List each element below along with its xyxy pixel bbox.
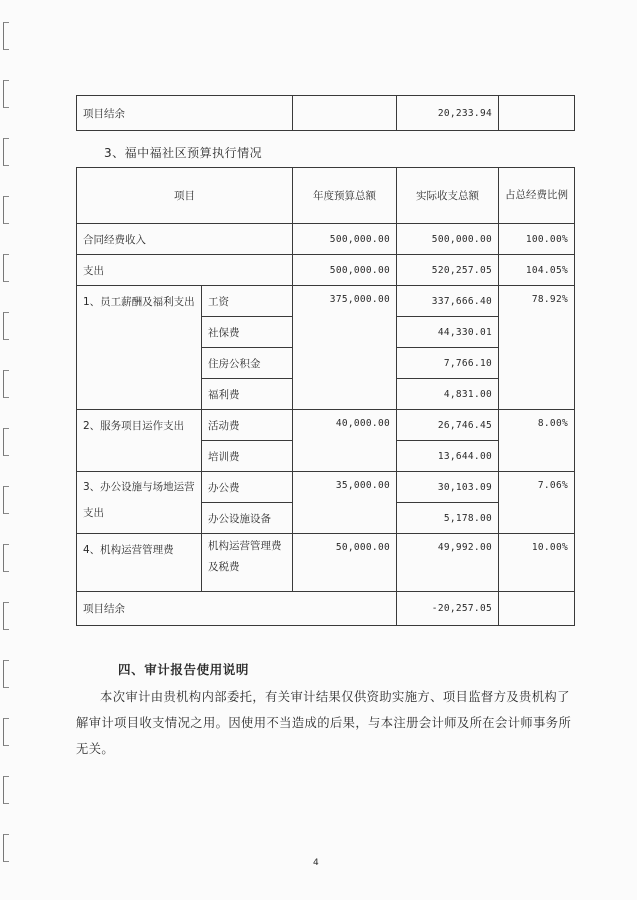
sub-item-label: 福利费	[202, 379, 293, 410]
sub-item-label: 办公费	[202, 472, 293, 503]
table-row	[77, 534, 575, 592]
group1-label: 1、员工薪酬及福利支出	[77, 286, 202, 410]
income-label: 合同经费收入	[77, 224, 293, 255]
group2-label: 2、服务项目运作支出	[77, 410, 202, 472]
balance-value: 20,233.94	[397, 96, 499, 131]
income-budget: 500,000.00	[293, 224, 397, 255]
section-4-paragraph: 本次审计由贵机构内部委托，有关审计结果仅供资助实施方、项目监督方及贵机构了解审计项目收支情况之用。因使用不当造成的后果，与本注册会计师及所在会计师事务所无关。	[76, 690, 572, 756]
sub-item-actual: 26,746.45	[397, 410, 499, 441]
budget-execution-table	[76, 167, 575, 626]
expense-actual: 520,257.05	[397, 255, 499, 286]
section-4-heading: 四、审计报告使用说明	[118, 662, 250, 677]
sub-item-actual: 44,330.01	[397, 317, 499, 348]
sub-item-label: 工资	[202, 286, 293, 317]
sub-item-actual: 7,766.10	[397, 348, 499, 379]
header-budget: 年度预算总额	[293, 168, 397, 224]
group3-budget: 35,000.00	[293, 472, 397, 534]
sub-item-actual: 13,644.00	[397, 441, 499, 472]
group4-budget: 50,000.00	[293, 534, 397, 592]
group4-label: 4、机构运营管理费	[77, 534, 202, 592]
balance-actual: -20,257.05	[397, 592, 499, 626]
group1-ratio: 78.92%	[499, 286, 575, 410]
group1-budget: 375,000.00	[293, 286, 397, 410]
table-row-expense	[77, 255, 575, 286]
table-row-balance	[77, 592, 575, 626]
table-row	[77, 472, 575, 503]
sub-item-label: 住房公积金	[202, 348, 293, 379]
table-header-row	[77, 168, 575, 224]
sub-item-actual: 337,666.40	[397, 286, 499, 317]
sub-item-label: 培训费	[202, 441, 293, 472]
previous-table-tail	[76, 95, 575, 131]
header-actual: 实际收支总额	[397, 168, 499, 224]
page-number: 4	[313, 858, 319, 868]
table-row	[77, 286, 575, 317]
header-item: 项目	[77, 168, 293, 224]
sub-item-label: 活动费	[202, 410, 293, 441]
expense-ratio: 104.05%	[499, 255, 575, 286]
group2-ratio: 8.00%	[499, 410, 575, 472]
sub-item-label: 社保费	[202, 317, 293, 348]
group3-label: 3、办公设施与场地运营支出	[77, 472, 202, 534]
expense-label: 支出	[77, 255, 293, 286]
header-ratio: 占总经费比例	[499, 168, 575, 224]
section-3-heading: 3、福中福社区预算执行情况	[104, 146, 263, 160]
sub-item-actual: 30,103.09	[397, 472, 499, 503]
sub-item-actual: 5,178.00	[397, 503, 499, 534]
sub-item-label: 办公设施设备	[202, 503, 293, 534]
row-label: 项目结余	[77, 96, 293, 131]
table-row	[77, 410, 575, 441]
balance-label: 项目结余	[77, 592, 397, 626]
income-actual: 500,000.00	[397, 224, 499, 255]
binding-margin	[0, 0, 10, 900]
sub-item-actual: 4,831.00	[397, 379, 499, 410]
table-row-income	[77, 224, 575, 255]
group4-ratio: 10.00%	[499, 534, 575, 592]
group2-budget: 40,000.00	[293, 410, 397, 472]
sub-item-label: 机构运营管理费及税费	[202, 534, 293, 592]
expense-budget: 500,000.00	[293, 255, 397, 286]
table-row	[77, 96, 575, 131]
group3-ratio: 7.06%	[499, 472, 575, 534]
income-ratio: 100.00%	[499, 224, 575, 255]
sub-item-actual: 49,992.00	[397, 534, 499, 592]
